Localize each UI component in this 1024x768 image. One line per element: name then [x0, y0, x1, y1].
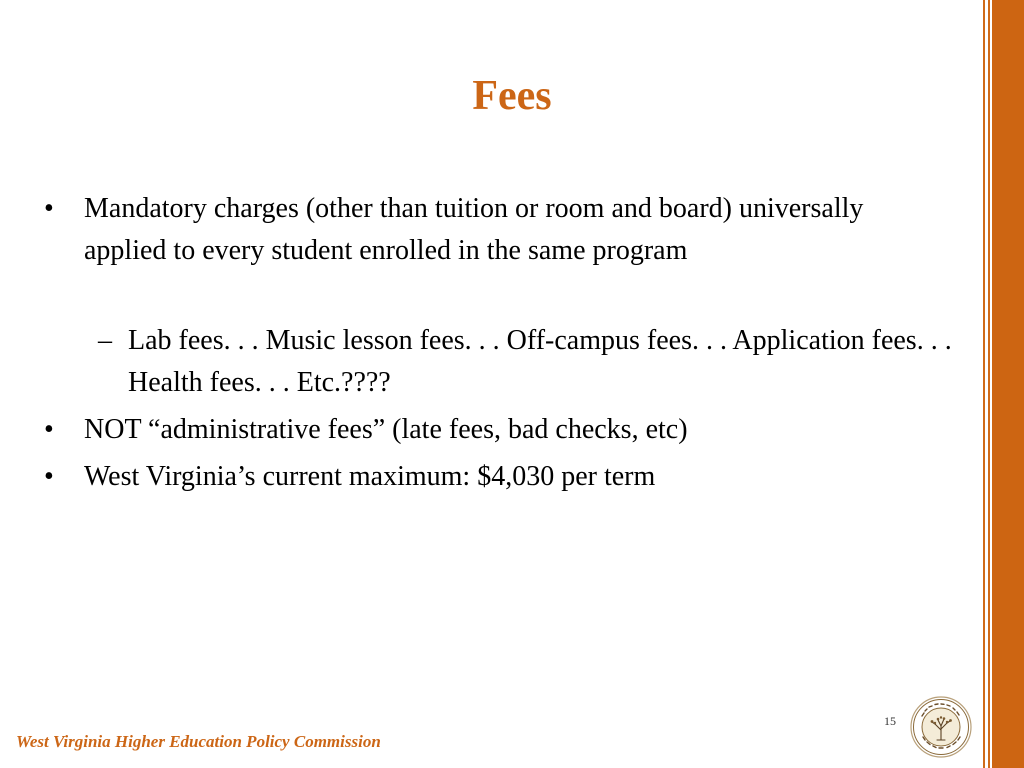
- footer-organization-name: West Virginia Higher Education Policy Commission: [16, 732, 381, 751]
- bullet-text: Mandatory charges (other than tuition or room and board) universally applied to every student enrolled in the same program: [84, 193, 864, 266]
- bullet-item: [44, 409, 944, 451]
- bullet-item: [44, 456, 944, 498]
- wv-hepc-seal-icon: [910, 696, 972, 758]
- seal-graphic: [910, 696, 972, 758]
- bullet-item: [44, 188, 944, 272]
- slide-title: Fees: [472, 73, 552, 119]
- bullet-marker: •: [44, 414, 54, 445]
- page-number: 15: [884, 714, 896, 728]
- bullet-marker: •: [44, 193, 54, 224]
- bullet-text: West Virginia’s current maximum: $4,030 per term: [84, 461, 656, 492]
- bullet-text: NOT “administrative fees” (late fees, bad checks, etc): [84, 414, 688, 445]
- sub-bullet-item: [98, 320, 958, 404]
- sub-bullet-text: Lab fees. . . Music lesson fees. . . Off-campus fees. . . Application fees. . . Health fees. . . Etc.????: [128, 325, 952, 398]
- bullet-marker: •: [44, 461, 54, 492]
- sub-bullet-marker: –: [98, 325, 112, 356]
